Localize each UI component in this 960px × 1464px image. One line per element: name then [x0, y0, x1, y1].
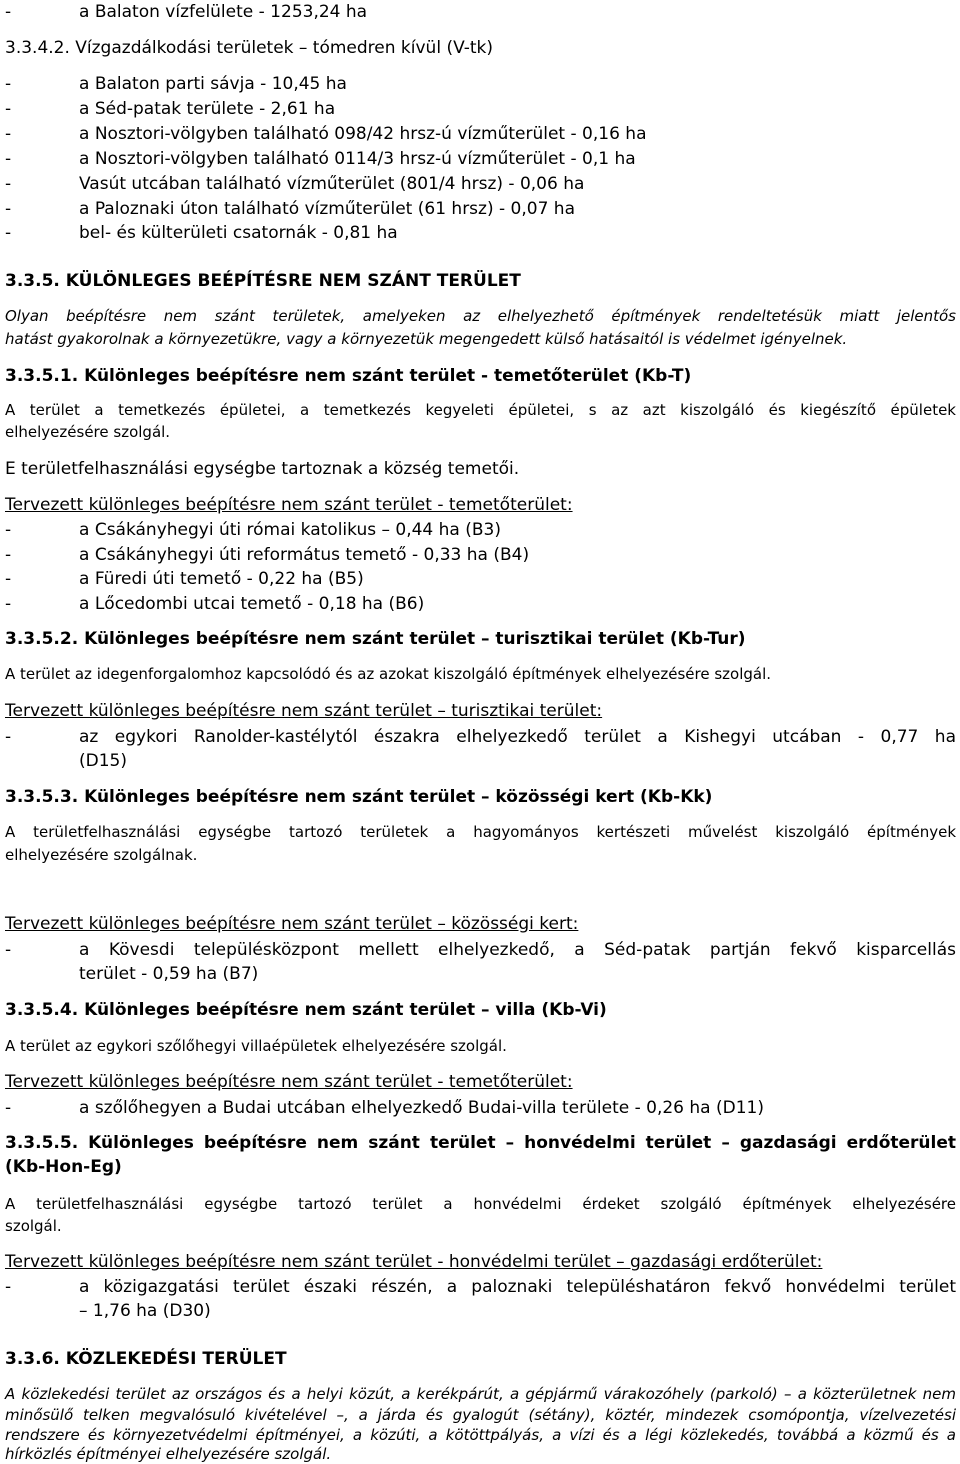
- list-dash: -: [5, 174, 12, 194]
- paragraph-line: A területfelhasználási egységbe tartozó területek a hagyományos kertészeti művelést kiszolgáló építmények: [5, 823, 956, 841]
- section-heading-335: 3.3.5. KÜLÖNLEGES BEÉPÍTÉSRE NEM SZÁNT TERÜLET: [5, 271, 521, 291]
- paragraph: E területfelhasználási egységbe tartoznak a község temetői.: [5, 459, 520, 479]
- list-item-text: (D15): [79, 751, 127, 771]
- planned-heading: Tervezett különleges beépítésre nem szánt terület - honvédelmi terület – gazdasági erdőterület:: [5, 1252, 823, 1272]
- planned-heading: Tervezett különleges beépítésre nem szánt terület - temetőterület:: [5, 1072, 573, 1092]
- planned-heading: Tervezett különleges beépítésre nem szánt terület - temetőterület:: [5, 495, 573, 515]
- planned-heading: Tervezett különleges beépítésre nem szánt terület – turisztikai terület:: [5, 701, 603, 721]
- list-item-text: a Nosztori-völgyben található 0114/3 hrsz-ú vízműterület - 0,1 ha: [79, 149, 636, 169]
- list-item-text: a szőlőhegyen a Budai utcában elhelyezkedő Budai-villa területe - 0,26 ha (D11): [79, 1098, 764, 1118]
- list-item-text: a Lőcedombi utcai temető - 0,18 ha (B6): [79, 594, 425, 614]
- list-item-text: az egykori Ranolder-kastélytól északra elhelyezkedő terület a Kishegyi utcában - 0,77 ha: [79, 727, 956, 747]
- list-item-text: terület - 0,59 ha (B7): [79, 964, 259, 984]
- italic-paragraph-line: hírközlés építményei elhelyezésére szolgál.: [5, 1445, 332, 1463]
- list-item-text: a közigazgatási terület északi részén, a paloznaki településhatáron fekvő honvédelmi terület: [79, 1277, 956, 1297]
- list-item-text: bel- és külterületi csatornák - 0,81 ha: [79, 223, 398, 243]
- section-heading-336: 3.3.6. KÖZLEKEDÉSI TERÜLET: [5, 1349, 287, 1369]
- list-dash: -: [5, 727, 12, 747]
- list-dash: -: [5, 124, 12, 144]
- list-dash: -: [5, 1277, 12, 1297]
- list-item-text: – 1,76 ha (D30): [79, 1301, 211, 1321]
- italic-paragraph-line: A közlekedési terület az országos és a helyi közút, a kerékpárút, a gépjármű várakozóhely (parkoló) – a közterületnek nem: [5, 1385, 956, 1403]
- paragraph-line: elhelyezésére szolgál.: [5, 423, 171, 441]
- list-item-text: a Balaton vízfelülete - 1253,24 ha: [79, 2, 368, 22]
- section-heading-3342: 3.3.4.2. Vízgazdálkodási területek – tómedren kívül (V-tk): [5, 38, 494, 58]
- list-dash: -: [5, 940, 12, 960]
- list-dash: -: [5, 2, 12, 22]
- paragraph: A terület az idegenforgalomhoz kapcsolódó és az azokat kiszolgáló építmények elhelyezésére szolgál.: [5, 665, 772, 683]
- section-heading-3355: 3.3.5.5. Különleges beépítésre nem szánt terület – honvédelmi terület – gazdasági erdőterület: [5, 1133, 956, 1153]
- list-item-text: a Séd-patak területe - 2,61 ha: [79, 99, 336, 119]
- list-item-text: a Füredi úti temető - 0,22 ha (B5): [79, 569, 364, 589]
- paragraph-line: A terület a temetkezés épületei, a temetkezés kegyeleti épületei, s az azt kiszolgáló és kiegészítő épületek: [5, 401, 956, 419]
- list-dash: -: [5, 149, 12, 169]
- list-item-text: a Paloznaki úton található vízműterület (61 hrsz) - 0,07 ha: [79, 199, 575, 219]
- planned-heading: Tervezett különleges beépítésre nem szánt terület – közösségi kert:: [5, 914, 579, 934]
- list-dash: -: [5, 569, 12, 589]
- list-dash: -: [5, 199, 12, 219]
- list-dash: -: [5, 520, 12, 540]
- intro-text-line: hatást gyakorolnak a környezetükre, vagy a környezetük megengedett külső hatásaitól is védelmet igényelnek.: [5, 330, 848, 348]
- list-item-text: a Kövesdi településközpont mellett elhelyezkedő, a Séd-patak partján fekvő kisparcellás: [79, 940, 956, 960]
- list-item-text: a Balaton parti sávja - 10,45 ha: [79, 74, 347, 94]
- section-heading-3351: 3.3.5.1. Különleges beépítésre nem szánt terület - temetőterület (Kb-T): [5, 366, 692, 386]
- list-dash: -: [5, 99, 12, 119]
- list-dash: -: [5, 223, 12, 243]
- list-item-text: a Csákányhegyi úti római katolikus – 0,44 ha (B3): [79, 520, 501, 540]
- section-heading-3353: 3.3.5.3. Különleges beépítésre nem szánt terület – közösségi kert (Kb-Kk): [5, 787, 713, 807]
- paragraph: A terület az egykori szőlőhegyi villaépületek elhelyezésére szolgál.: [5, 1037, 507, 1055]
- list-item-text: a Nosztori-völgyben található 098/42 hrsz-ú vízműterület - 0,16 ha: [79, 124, 647, 144]
- list-dash: -: [5, 545, 12, 565]
- list-item-text: Vasút utcában található vízműterület (801/4 hrsz) - 0,06 ha: [79, 174, 585, 194]
- paragraph-line: szolgál.: [5, 1217, 62, 1235]
- list-dash: -: [5, 74, 12, 94]
- italic-paragraph-line: minősülő telken megvalósuló kivételével –, a járda és gyalogút (sétány), köztér, mindezek csomópontja, vízelvezetési: [5, 1406, 956, 1424]
- paragraph-line: elhelyezésére szolgálnak.: [5, 846, 198, 864]
- paragraph-line: A területfelhasználási egységbe tartozó terület a honvédelmi érdeket szolgáló építmények elhelyezésére: [5, 1195, 956, 1213]
- section-heading-3355-cont: (Kb-Hon-Eg): [5, 1157, 122, 1177]
- italic-paragraph-line: rendszere és környezetvédelmi építményei, a közúti, a kötöttpályás, a vízi és a légi közlekedés, továbbá a közmű és a: [5, 1426, 956, 1444]
- list-dash: -: [5, 594, 12, 614]
- section-heading-3352: 3.3.5.2. Különleges beépítésre nem szánt terület – turisztikai terület (Kb-Tur): [5, 629, 746, 649]
- list-dash: -: [5, 1098, 12, 1118]
- intro-text-line: Olyan beépítésre nem szánt területek, amelyeken az elhelyezhető építmények rendeltetésük miatt jelentős: [5, 307, 956, 325]
- section-heading-3354: 3.3.5.4. Különleges beépítésre nem szánt terület – villa (Kb-Vi): [5, 1000, 607, 1020]
- list-item-text: a Csákányhegyi úti református temető - 0,33 ha (B4): [79, 545, 530, 565]
